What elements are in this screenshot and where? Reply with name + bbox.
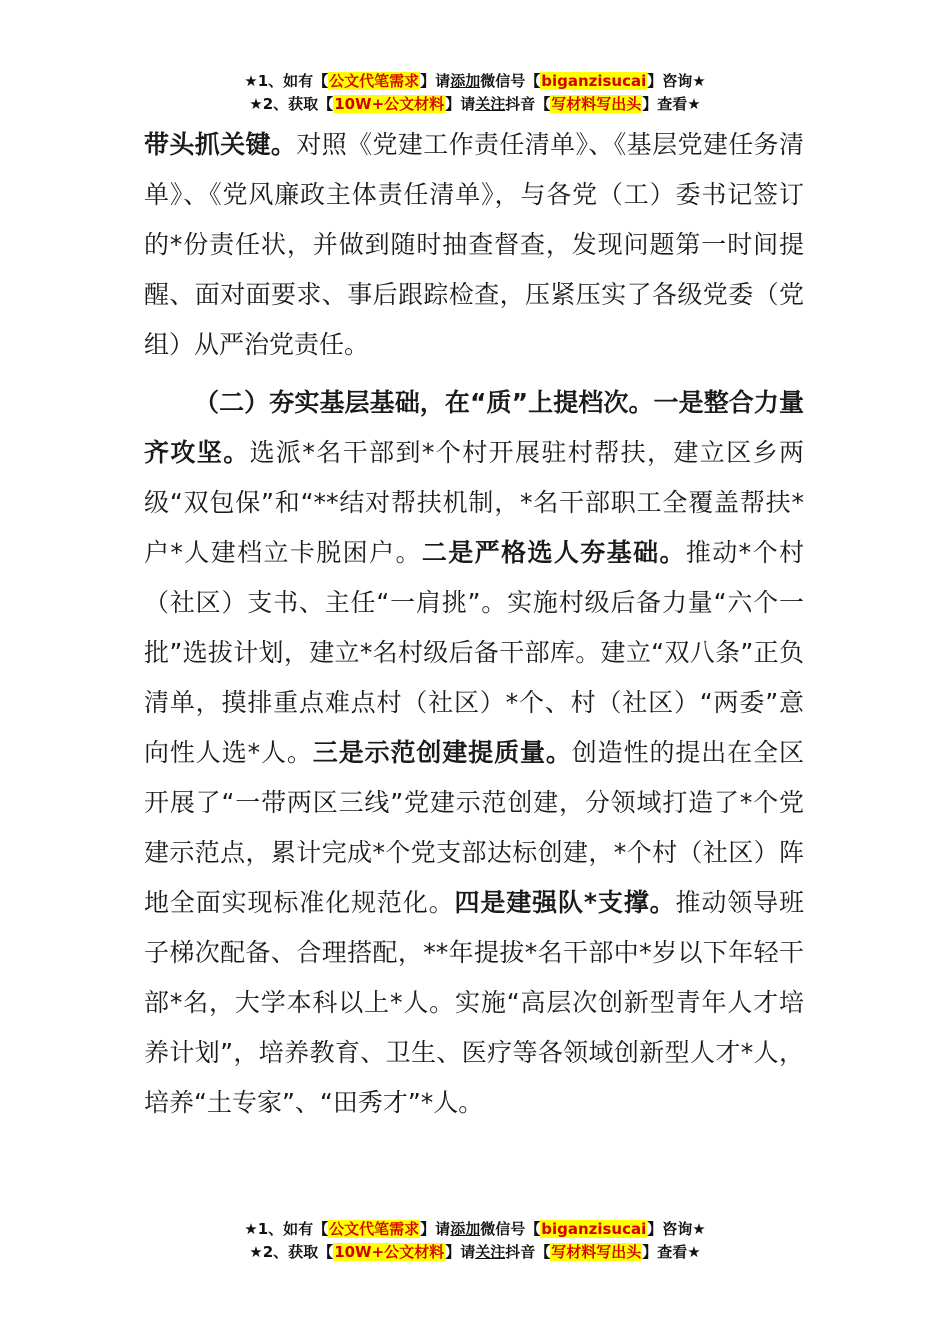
banner-text: 抖音【	[505, 95, 551, 113]
banner-text: 】咨询★	[647, 1220, 706, 1238]
body-text: 创造性的提出在全区开展了“一带两区三线”党建示范创建，分领域打造了*个党建示范点，累计完成*个党支部达标创建，*个村（社区）阵地全面实现标准化规范化。	[144, 738, 804, 917]
banner-highlight: 10W+公文材料	[334, 95, 445, 113]
banner-highlight: biganzisucai	[541, 72, 647, 90]
bold-lead: 四是建强队*支撑。	[454, 888, 676, 917]
section-heading: （二）夯实基层基础，在“质”上提档次。一是整合力量齐攻坚。	[144, 388, 804, 467]
banner-text: 】查看★	[642, 1243, 701, 1261]
banner-line-1	[0, 1218, 950, 1241]
header-banner	[0, 70, 950, 116]
banner-line-2	[0, 1241, 950, 1264]
banner-text: 】请	[445, 1243, 476, 1261]
banner-text: ★1、如有【	[244, 72, 329, 90]
banner-text: 】请	[420, 1220, 451, 1238]
banner-underlined: 关注	[475, 95, 506, 113]
banner-line-1	[0, 70, 950, 93]
banner-underlined: 添加	[450, 72, 481, 90]
banner-highlight: 写材料写出头	[551, 1243, 642, 1261]
banner-underlined: 关注	[475, 1243, 506, 1261]
banner-text: 微信号【	[480, 72, 541, 90]
body-text: 推动领导班子梯次配备、合理搭配，**年提拔*名干部中*岁以下年轻干部*名，大学本科以上*人。实施“高层次创新型青年人才培养计划”，培养教育、卫生、医疗等各领域创新型人才*人，培养“土专家”、“田秀才”*人。	[144, 888, 804, 1117]
banner-highlight: 写材料写出头	[551, 95, 642, 113]
banner-text: 】咨询★	[647, 72, 706, 90]
banner-text: 微信号【	[480, 1220, 541, 1238]
banner-text: 抖音【	[505, 1243, 551, 1261]
footer-banner	[0, 1218, 950, 1264]
banner-underlined: 添加	[450, 1220, 481, 1238]
banner-highlight: biganzisucai	[541, 1220, 647, 1238]
banner-highlight: 公文代笔需求	[329, 1220, 420, 1238]
bold-lead: 带头抓关键。	[144, 130, 297, 159]
body-text: 对照《党建工作责任清单》、《基层党建任务清单》、《党风廉政主体责任清单》，与各党（工）委书记签订的*份责任状，并做到随时抽查督查，发现问题第一时间提醒、面对面要求、事后跟踪检查，压紧压实了各级党委（党组）从严治党责任。	[144, 130, 804, 359]
banner-line-2	[0, 93, 950, 116]
banner-text: 】请	[420, 72, 451, 90]
body-text: 选派*名干部到*个村开展驻村帮扶，建立区乡两级“双包保”和“**结对帮扶机制，*名干部职工全覆盖帮扶*户*人建档立卡脱困户。	[144, 438, 804, 567]
paragraph-2	[144, 378, 804, 1128]
bold-lead: 二是严格选人夯基础。	[421, 538, 686, 567]
banner-text: ★1、如有【	[244, 1220, 329, 1238]
bold-lead: 三是示范创建提质量。	[312, 738, 572, 767]
banner-text: ★2、获取【	[249, 1243, 334, 1261]
document-body	[144, 120, 804, 1128]
banner-highlight: 10W+公文材料	[334, 1243, 445, 1261]
banner-text: ★2、获取【	[249, 95, 334, 113]
banner-text: 】请	[445, 95, 476, 113]
banner-highlight: 公文代笔需求	[329, 72, 420, 90]
body-text: 推动*个村（社区）支书、主任“一肩挑”。实施村级后备力量“六个一批”选拔计划，建立*名村级后备干部库。建立“双八条”正负清单，摸排重点难点村（社区）*个、村（社区）“两委”意向性人选*人。	[144, 538, 804, 767]
paragraph-1	[144, 120, 804, 370]
banner-text: 】查看★	[642, 95, 701, 113]
